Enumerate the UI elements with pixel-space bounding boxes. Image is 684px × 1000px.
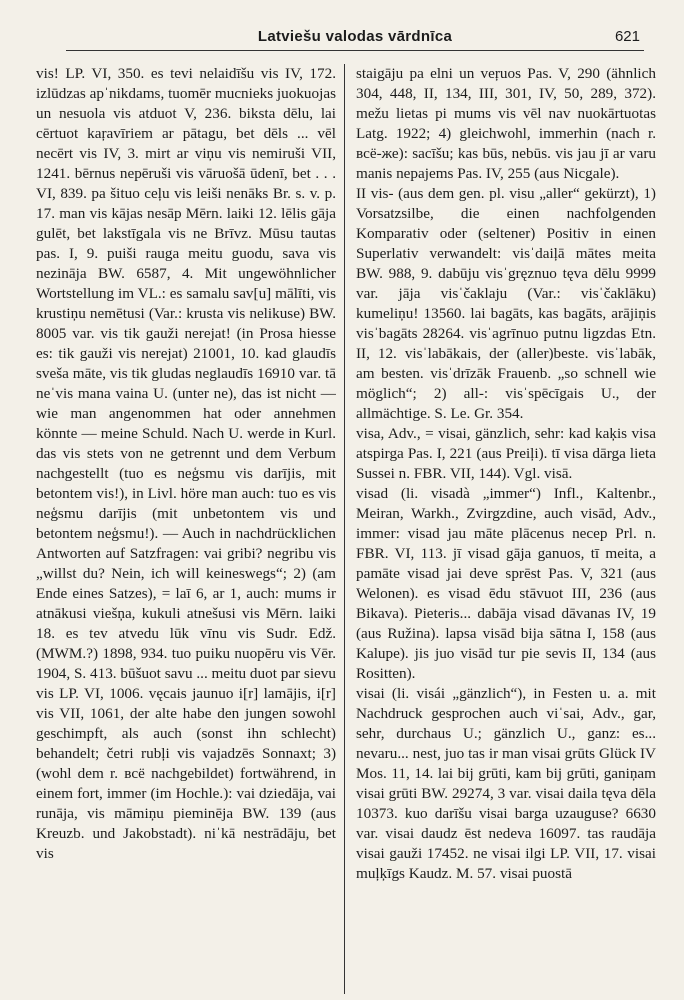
entry-text: vis! LP. VI, 350. es tevi nelaidīšu vis IV, 172. izlūdzas apˈnikdams, tuomēr mucnieks juokuojas un nesuola vis atduot V, 236. biksta dēlu, lai cērtuot kaŗavīriem ar pātagu, bet dēls ... vēl necērt vis IV, 3. mirt ar viņu vis nemiruši VII, 1241. bērnus nepēruši vis vāruošā ūdenī, bet . . . VI, 839. pa šituo ceļu vis leiši nenāks Br. s. v. p. 17. man vis kājas nesāp Mērn. laiki 12. lēlis gāja gulēt, bet lakstīgala vis ne Brīvz. Mūsu tautas pas. I, 9. puiši rauga meitu guodu, sava vis nezināja BW. 6587, 4. Mit ungewöhnlicher Wortstellung im VL.: es samalu sav[u] mālīti, vis krustiņu nemētusi (Var.: krusta vis nelikuse) BW. 8005 var. vis tik gauži nerejat! (in Prosa hiesse es: tik gauži vis nerejat) 21001, 10. kad glaudīs sveša māte, vis tik gludas neglaudīs 16910 var. tā neˈvis mana vaina U. (unter ne), das ist nicht — wie man angenommen hat oder annehmen könnte — meine Schuld. Nach U. werde in Kurl. das vis stets von ne getrennt und dem Verbum nachgestellt (tuo es neģsmu vis darījis, mit betontem vis!), in Livl. höre man auch: tuo es vis neģsmu darījis (mit unbetontem vis und betontem neģsmu!). — Auch in nachdrücklichen Antworten auf Satzfragen: vai gribi? negribu vis „willst du? Nein, ich will keineswegs“; 2) (am Ende eines Satzes), = laī 6, ar 1, auch: mums ir atnākusi viešņa, kukuli atnešusi vis Mērn. laiki 18. es tev atvedu lūk vīnu vis Sudr. Edž. (MWM.?) 1898, 934. tuo puiku nuopēru vis Vēr. 1904, S. 413. būšuot savu ... meitu duot par sievu vis LP. VI, 1006. vęcais jaunuo i[r] lamājis, i[r] vis VII, 1061, der alte habe den jungen sowohl geschimpft, als auch (sonst ihn schlecht) behandelt; četri rubļi vis vajadzēs Sonnaxt; 3) (wohl dem r. всё nachgebildet) fortwährend, in einem fort, immer (im Hochle.): vai dziedāja, vai runāja, vis māmiņu pieminēja BW. 139 (aus Kreuzb. und Jakobstadt). niˈkā nestrādāju, bet vis: [36, 65, 336, 862]
entry-visai: visai (li. visái „gänzlich“), in Festen u. a. mit Nachdruck gesprochen auch viˈsai, Adv., gar, sehr, durchaus U.; gänzlich U., ganz: es... nevaru... nest, juo tas ir man visai grūts Glück IV Mos. 11, 14. lai bij grūti, kam bij grūti, ganiņam visai grūti BW. 29274, 3 var. visai daila tęva dēla 10373. kuo darīšu visai barga uzauguse? 6630 var. visai daudz ēst nedeva 16097. tas raudāja visai gauži 17452. ne visai ilgi LP. VII, 17. visai muļķīgs Kaudz. M. 57. visai puostā: [356, 685, 656, 882]
page-number: 621: [614, 28, 640, 45]
page-header: [66, 28, 644, 51]
running-title: Latviešu valodas vārdnīca: [257, 28, 453, 45]
column-divider: [344, 64, 345, 994]
entry-vis-prefix: II vis- (aus dem gen. pl. visu „aller“ gekürzt), 1) Vorsatzsilbe, die einen nachfolgenden Komparativ oder (seltener) Positiv in einen Superlativ verwandelt: visˈdaiļā mātes meita BW. 988, 9. dabūju visˈgręznuo tęva dēlu 9999 var. jāja visˈčaklaju (Var.: visˈčaklāku) kumeliņu! 13560. lai bagāts, kas bagāts, arājiņis visˈbagāts 28264. visˈagrīnuo putnu ligzdas Etn. II, 12. visˈlabākais, der (aller)beste. visˈlabāk, am besten. visˈdrīzāk Frauenb. „so schnell wie möglich“; 2) all-: visˈspēcīgais U., der allmächtige. S. Le. Gr. 354.: [356, 185, 656, 422]
right-column: [356, 64, 656, 994]
entry-text: staigāju pa elni un veŗuos Pas. V, 290 (ähnlich 304, 448, II, 134, III, 301, IV, 50, 289, 372). mežu lietas pi mums vis vēl nav nuokārtuotas Latg. 1922; 4) gleichwohl, immerhin (nach r. всё-же): sacīšu; kas būs, nebūs. vis jau jī ar varu manis nepajems Pas. IV, 255 (aus Nicgale).: [356, 65, 656, 182]
left-column: [36, 64, 336, 994]
entry-visa: visa, Adv., = visai, gänzlich, sehr: kad kaķis visa atspirga Pas. I, 221 (aus Preiļi). tī visa dārga lieta Sussei n. FBR. VII, 144). Vgl. visā.: [356, 425, 656, 482]
entry-visad: visad (li. visadà „immer“) Infl., Kaltenbr., Meiran, Warkh., Zvirgzdine, auch visād, Adv., immer: visad jau māte plācenus necep Prl. n. FBR. VI, 113. jī visad gāja ganuos, tī meita, a pamāte visad jai deve sprēst Pas. V, 321 (aus Welonen). es visad ēdu stāvuot III, 236 (aus Bikava). Pieteris... dabāja visad dāvanas IV, 19 (aus Ružina). lapsa visād bija sātna I, 158 (aus Kalupe). jis juo visād tur pie sevis II, 134 (aus Rositten).: [356, 485, 656, 682]
